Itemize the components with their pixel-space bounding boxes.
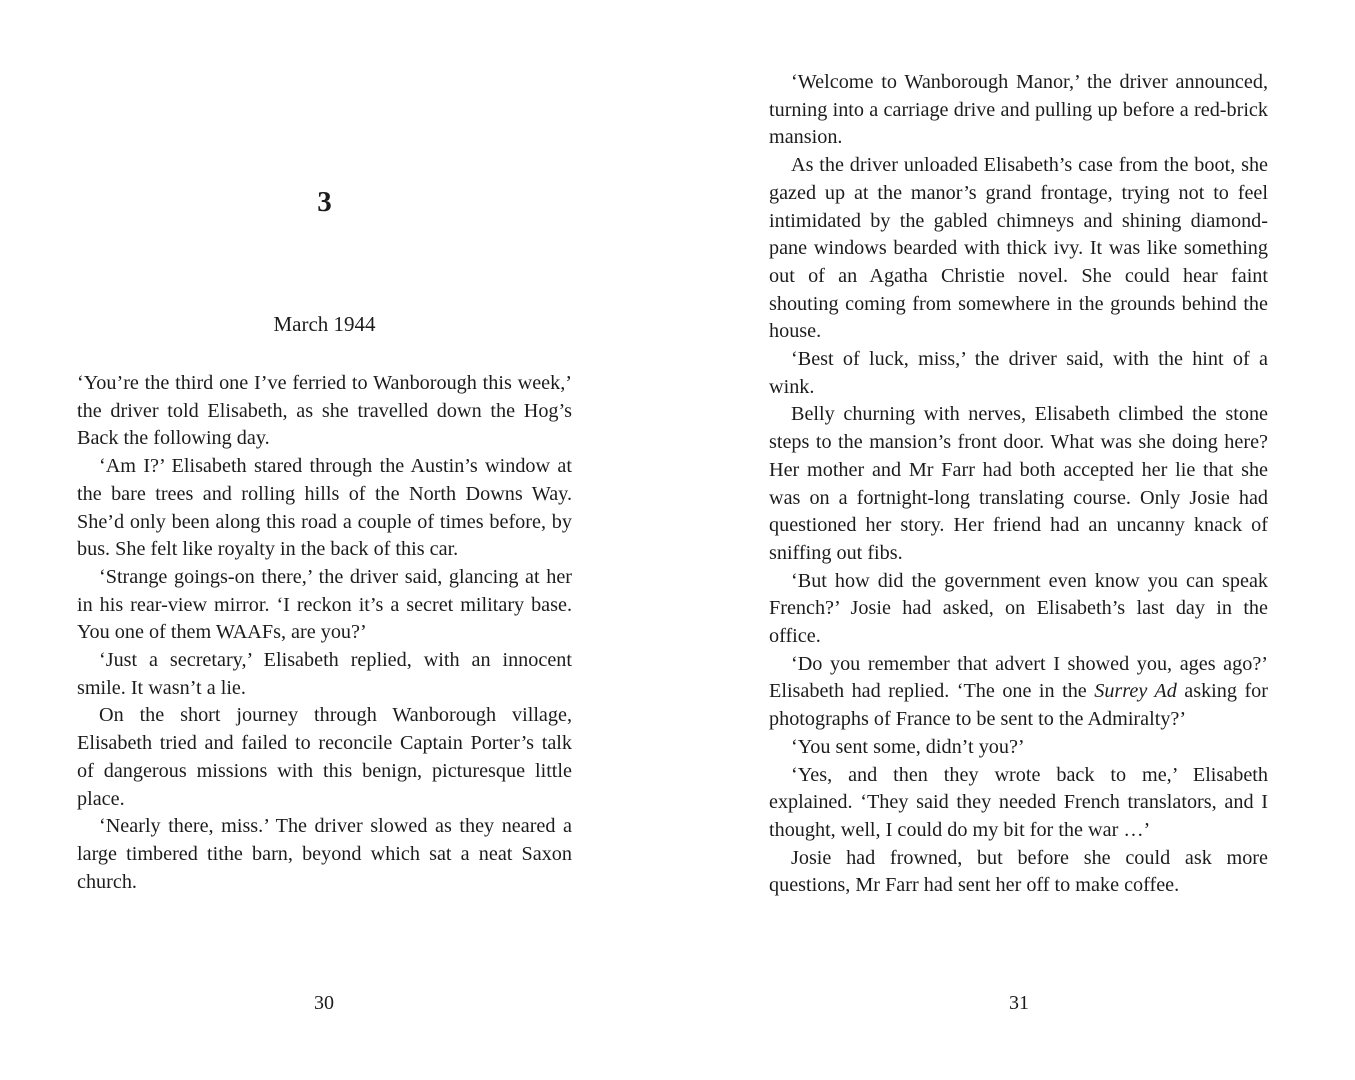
paragraph: ‘Nearly there, miss.’ The driver slowed as they neared a large timbered tithe barn, beyond which sat a neat Saxon church. (77, 815, 572, 893)
paragraph: Belly churning with nerves, Elisabeth climbed the stone steps to the mansion’s front door. What was she doing here? Her mother and Mr Farr had both accepted her lie that she was on a fortnight-long translating course. Only Josie had questioned her story. Her friend had an uncanny knack of sniffing out fibs. (769, 403, 1268, 564)
page-number: 30 (314, 992, 334, 1014)
paragraph: On the short journey through Wanborough village, Elisabeth tried and failed to reconcile Captain Porter’s talk of dangerous missions with this benign, picturesque little place. (77, 704, 572, 810)
paragraph (769, 651, 1268, 734)
paragraph: As the driver unloaded Elisabeth’s case from the boot, she gazed up at the manor’s grand frontage, trying not to feel intimidated by the gabled chimneys and shining diamond-pane windows bearded with thick ivy. It was like something out of an Agatha Christie novel. She could hear faint shouting coming from somewhere in the grounds behind the house. (769, 154, 1268, 343)
page-number: 31 (1009, 992, 1029, 1014)
paragraph: ‘Strange goings-on there,’ the driver said, glancing at her in his rear-view mirror. ‘I reckon it’s a secret military base. You one of them WAAFs, are you?’ (77, 565, 572, 644)
paragraph-text: ‘Do you remember that advert I showed you, ages ago?’ Elisabeth had replied. ‘The one in the (769, 652, 1268, 703)
paragraph: ‘Am I?’ Elisabeth stared through the Austin’s window at the bare trees and rolling hills of the North Downs Way. She’d only been along this road a couple of times before, by bus. She felt like royalty in the back of this car. (77, 455, 572, 561)
left-page (0, 0, 677, 1080)
newspaper-title: Surrey Ad (1094, 680, 1177, 703)
right-body-text (769, 69, 1268, 900)
chapter-date: March 1944 (273, 312, 376, 336)
paragraph: ‘Yes, and then they wrote back to me,’ Elisabeth explained. ‘They said they needed French translators, and I thought, well, I could do my bit for the war …’ (769, 763, 1268, 841)
right-page (677, 0, 1355, 1080)
paragraph: Josie had frowned, but before she could ask more questions, Mr Farr had sent her off to make coffee. (769, 846, 1268, 897)
paragraph: ‘Just a secretary,’ Elisabeth replied, with an innocent smile. It wasn’t a lie. (77, 649, 572, 699)
paragraph: ‘Welcome to Wanborough Manor,’ the driver announced, turning into a carriage drive and pulling up before a red-brick mansion. (769, 71, 1268, 149)
paragraph: ‘You’re the third one I’ve ferried to Wanborough this week,’ the driver told Elisabeth, as she travelled down the Hog’s Back the following day. (77, 372, 572, 450)
paragraph: ‘But how did the government even know you can speak French?’ Josie had asked, on Elisabeth’s last day in the office. (769, 569, 1268, 648)
paragraph: ‘You sent some, didn’t you?’ (791, 735, 1025, 758)
left-body-text (77, 370, 572, 896)
paragraph-text: asking for photographs of France to be sent to the Admiralty?’ (769, 680, 1268, 731)
chapter-number: 3 (317, 186, 332, 218)
paragraph: ‘Best of luck, miss,’ the driver said, with the hint of a wink. (769, 348, 1268, 398)
